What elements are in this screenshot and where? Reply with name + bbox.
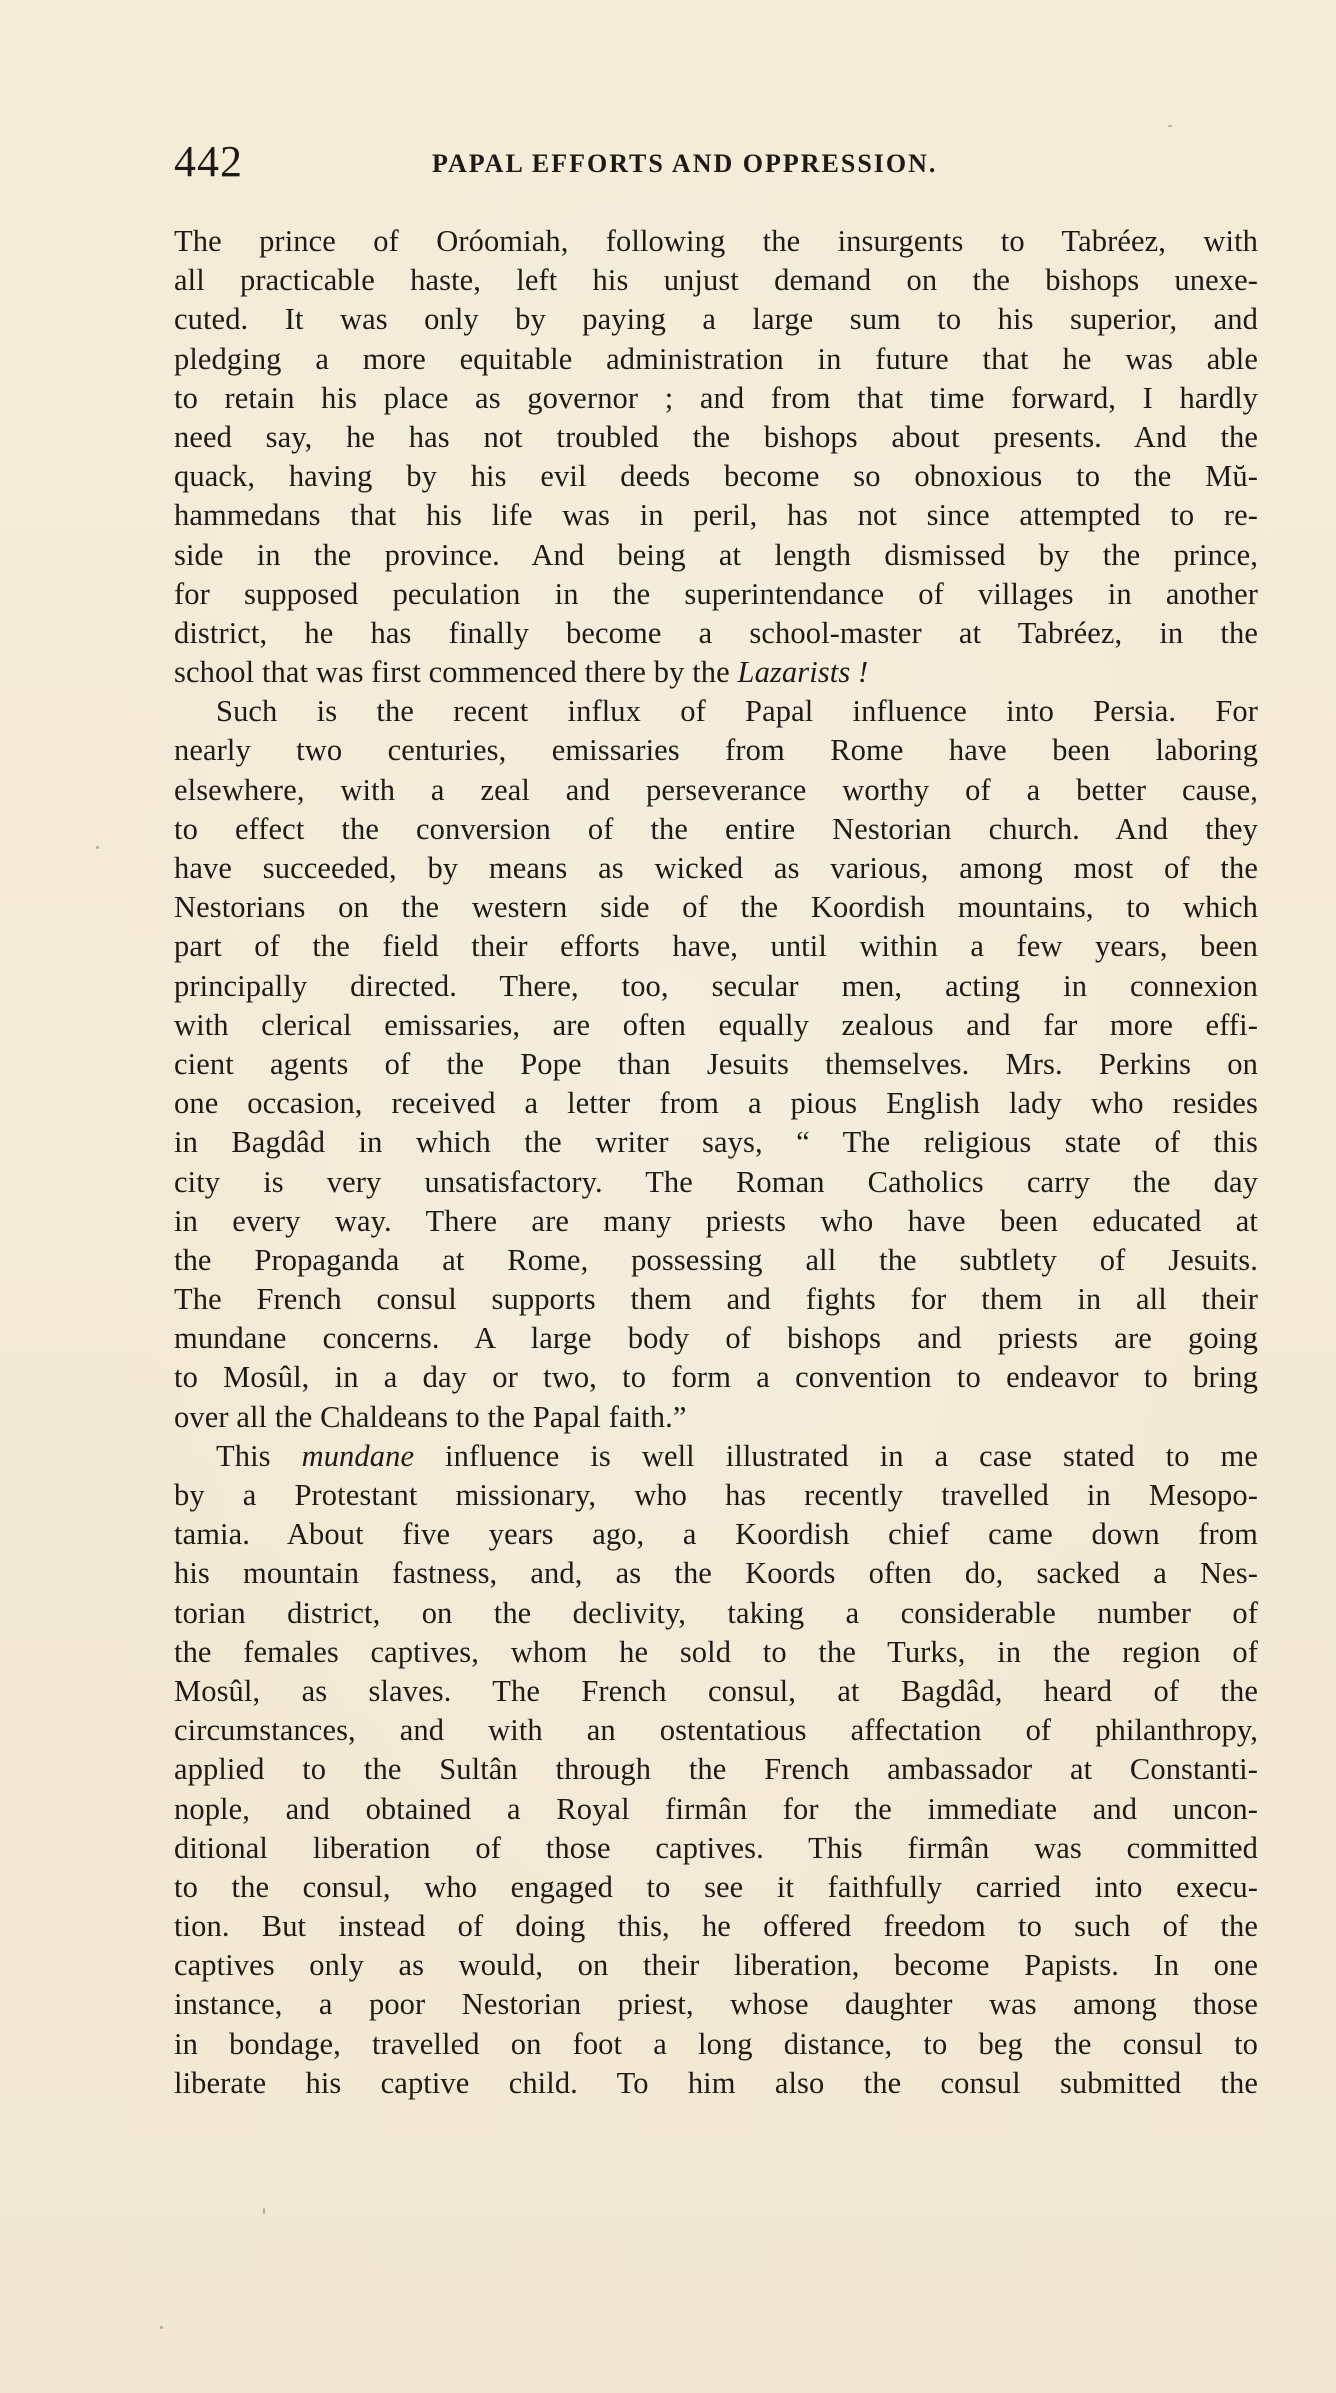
text-line: hammedans that his life was in peril, has not since attempted to re- (174, 498, 1258, 533)
text-line: his mountain fastness, and, as the Koords often do, sacked a Nes- (174, 1556, 1258, 1591)
text-line: mundane concerns. A large body of bishops and priests are going (174, 1321, 1258, 1356)
paragraph-2 (174, 692, 1258, 1437)
text-line: in Bagdâd in which the writer says, “ The religious state of this (174, 1125, 1258, 1160)
text-line: city is very unsatisfactory. The Roman Catholics carry the day (174, 1164, 1258, 1199)
text-line: over all the Chaldeans to the Papal faith.” (174, 1399, 687, 1434)
paper-speck (1168, 125, 1172, 127)
text-line: nearly two centuries, emissaries from Rome have been laboring (174, 733, 1258, 768)
text-line: The French consul supports them and fights for them in all their (174, 1282, 1258, 1317)
text-line: with clerical emissaries, are often equally zealous and far more effi- (174, 1007, 1258, 1042)
italic-text: Lazarists ! (737, 655, 869, 690)
text-line: the females captives, whom he sold to the Turks, in the region of (174, 1634, 1258, 1669)
paper-speck (928, 1028, 930, 1030)
running-head (174, 136, 1254, 196)
text-line: circumstances, and with an ostentatious affectation of philanthropy, (174, 1713, 1258, 1748)
text-segment: school that was first commenced there by the (174, 655, 738, 690)
text-line: The prince of Oróomiah, following the insurgents to Tabréez, with (174, 224, 1258, 258)
text-line: Such is the recent influx of Papal influence into Persia. For (216, 694, 1258, 729)
text-line: one occasion, received a letter from a pious English lady who resides (174, 1086, 1258, 1121)
text-line: quack, having by his evil deeds become so obnoxious to the Mŭ- (174, 459, 1258, 494)
text-line: in bondage, travelled on foot a long distance, to beg the consul to (174, 2026, 1258, 2061)
text-line: to effect the conversion of the entire Nestorian church. And they (174, 811, 1258, 846)
text-line: need say, he has not troubled the bishops about presents. And the (174, 419, 1258, 454)
text-line: to retain his place as governor ; and from that time forward, I hardly (174, 380, 1258, 415)
text-line: part of the field their efforts have, until within a few years, been (174, 929, 1258, 964)
paper-speck (263, 2208, 265, 2214)
text-line: nople, and obtained a Royal firmân for the immediate and uncon- (174, 1791, 1258, 1826)
page-number: 442 (174, 137, 243, 186)
text-line: torian district, on the declivity, taking a considerable number of (174, 1595, 1258, 1630)
paper-speck (96, 846, 99, 849)
text-line: cient agents of the Pope than Jesuits themselves. Mrs. Perkins on (174, 1046, 1258, 1081)
text-line: to the consul, who engaged to see it faithfully carried into execu- (174, 1869, 1258, 1904)
text-line: tion. But instead of doing this, he offered freedom to such of the (174, 1909, 1258, 1944)
text-line (174, 653, 1258, 692)
text-line: in every way. There are many priests who have been educated at (174, 1203, 1258, 1238)
text-line: have succeeded, by means as wicked as various, among most of the (174, 851, 1258, 885)
text-line: principally directed. There, too, secular men, acting in connexion (174, 968, 1258, 1003)
text-line: applied to the Sultân through the French ambassador at Constanti- (174, 1752, 1258, 1787)
text-line: Mosûl, as slaves. The French consul, at Bagdâd, heard of the (174, 1673, 1258, 1708)
running-title: PAPAL EFFORTS AND OPPRESSION. (432, 149, 938, 178)
text-segment: This (216, 1438, 302, 1473)
paragraph-3 (174, 1437, 1258, 2103)
text-line: captives only as would, on their liberation, become Papists. In one (174, 1948, 1258, 1983)
body-text (174, 222, 1258, 2103)
text-line: liberate his captive child. To him also the consul submitted the (174, 2065, 1258, 2100)
text-line: cuted. It was only by paying a large sum to his superior, and (174, 302, 1258, 337)
text-line: side in the province. And being at length dismissed by the prince, (174, 537, 1258, 572)
text-line: pledging a more equitable administration in future that he was able (174, 341, 1258, 376)
text-line: district, he has finally become a school-master at Tabréez, in the (174, 615, 1258, 650)
text-line: by a Protestant missionary, who has recently travelled in Mesopo- (174, 1478, 1258, 1512)
text-line: the Propaganda at Rome, possessing all the subtlety of Jesuits. (174, 1242, 1258, 1277)
text-line: Nestorians on the western side of the Koordish mountains, to which (174, 890, 1258, 925)
text-line: for supposed peculation in the superintendance of villages in another (174, 576, 1258, 611)
text-line: tamia. About five years ago, a Koordish chief came down from (174, 1517, 1258, 1552)
text-line: elsewhere, with a zeal and perseverance worthy of a better cause, (174, 772, 1258, 807)
text-segment: influence is well illustrated in a case stated to me (414, 1438, 1258, 1473)
paper-speck (160, 2326, 163, 2329)
text-line: ditional liberation of those captives. This firmân was committed (174, 1830, 1258, 1865)
italic-text: mundane (301, 1438, 415, 1473)
text-line (174, 1437, 1258, 1476)
paragraph-1 (174, 222, 1258, 692)
text-line: to Mosûl, in a day or two, to form a convention to endeavor to bring (174, 1360, 1258, 1395)
text-line: instance, a poor Nestorian priest, whose daughter was among those (174, 1987, 1258, 2022)
text-line: all practicable haste, left his unjust demand on the bishops unexe- (174, 263, 1258, 298)
